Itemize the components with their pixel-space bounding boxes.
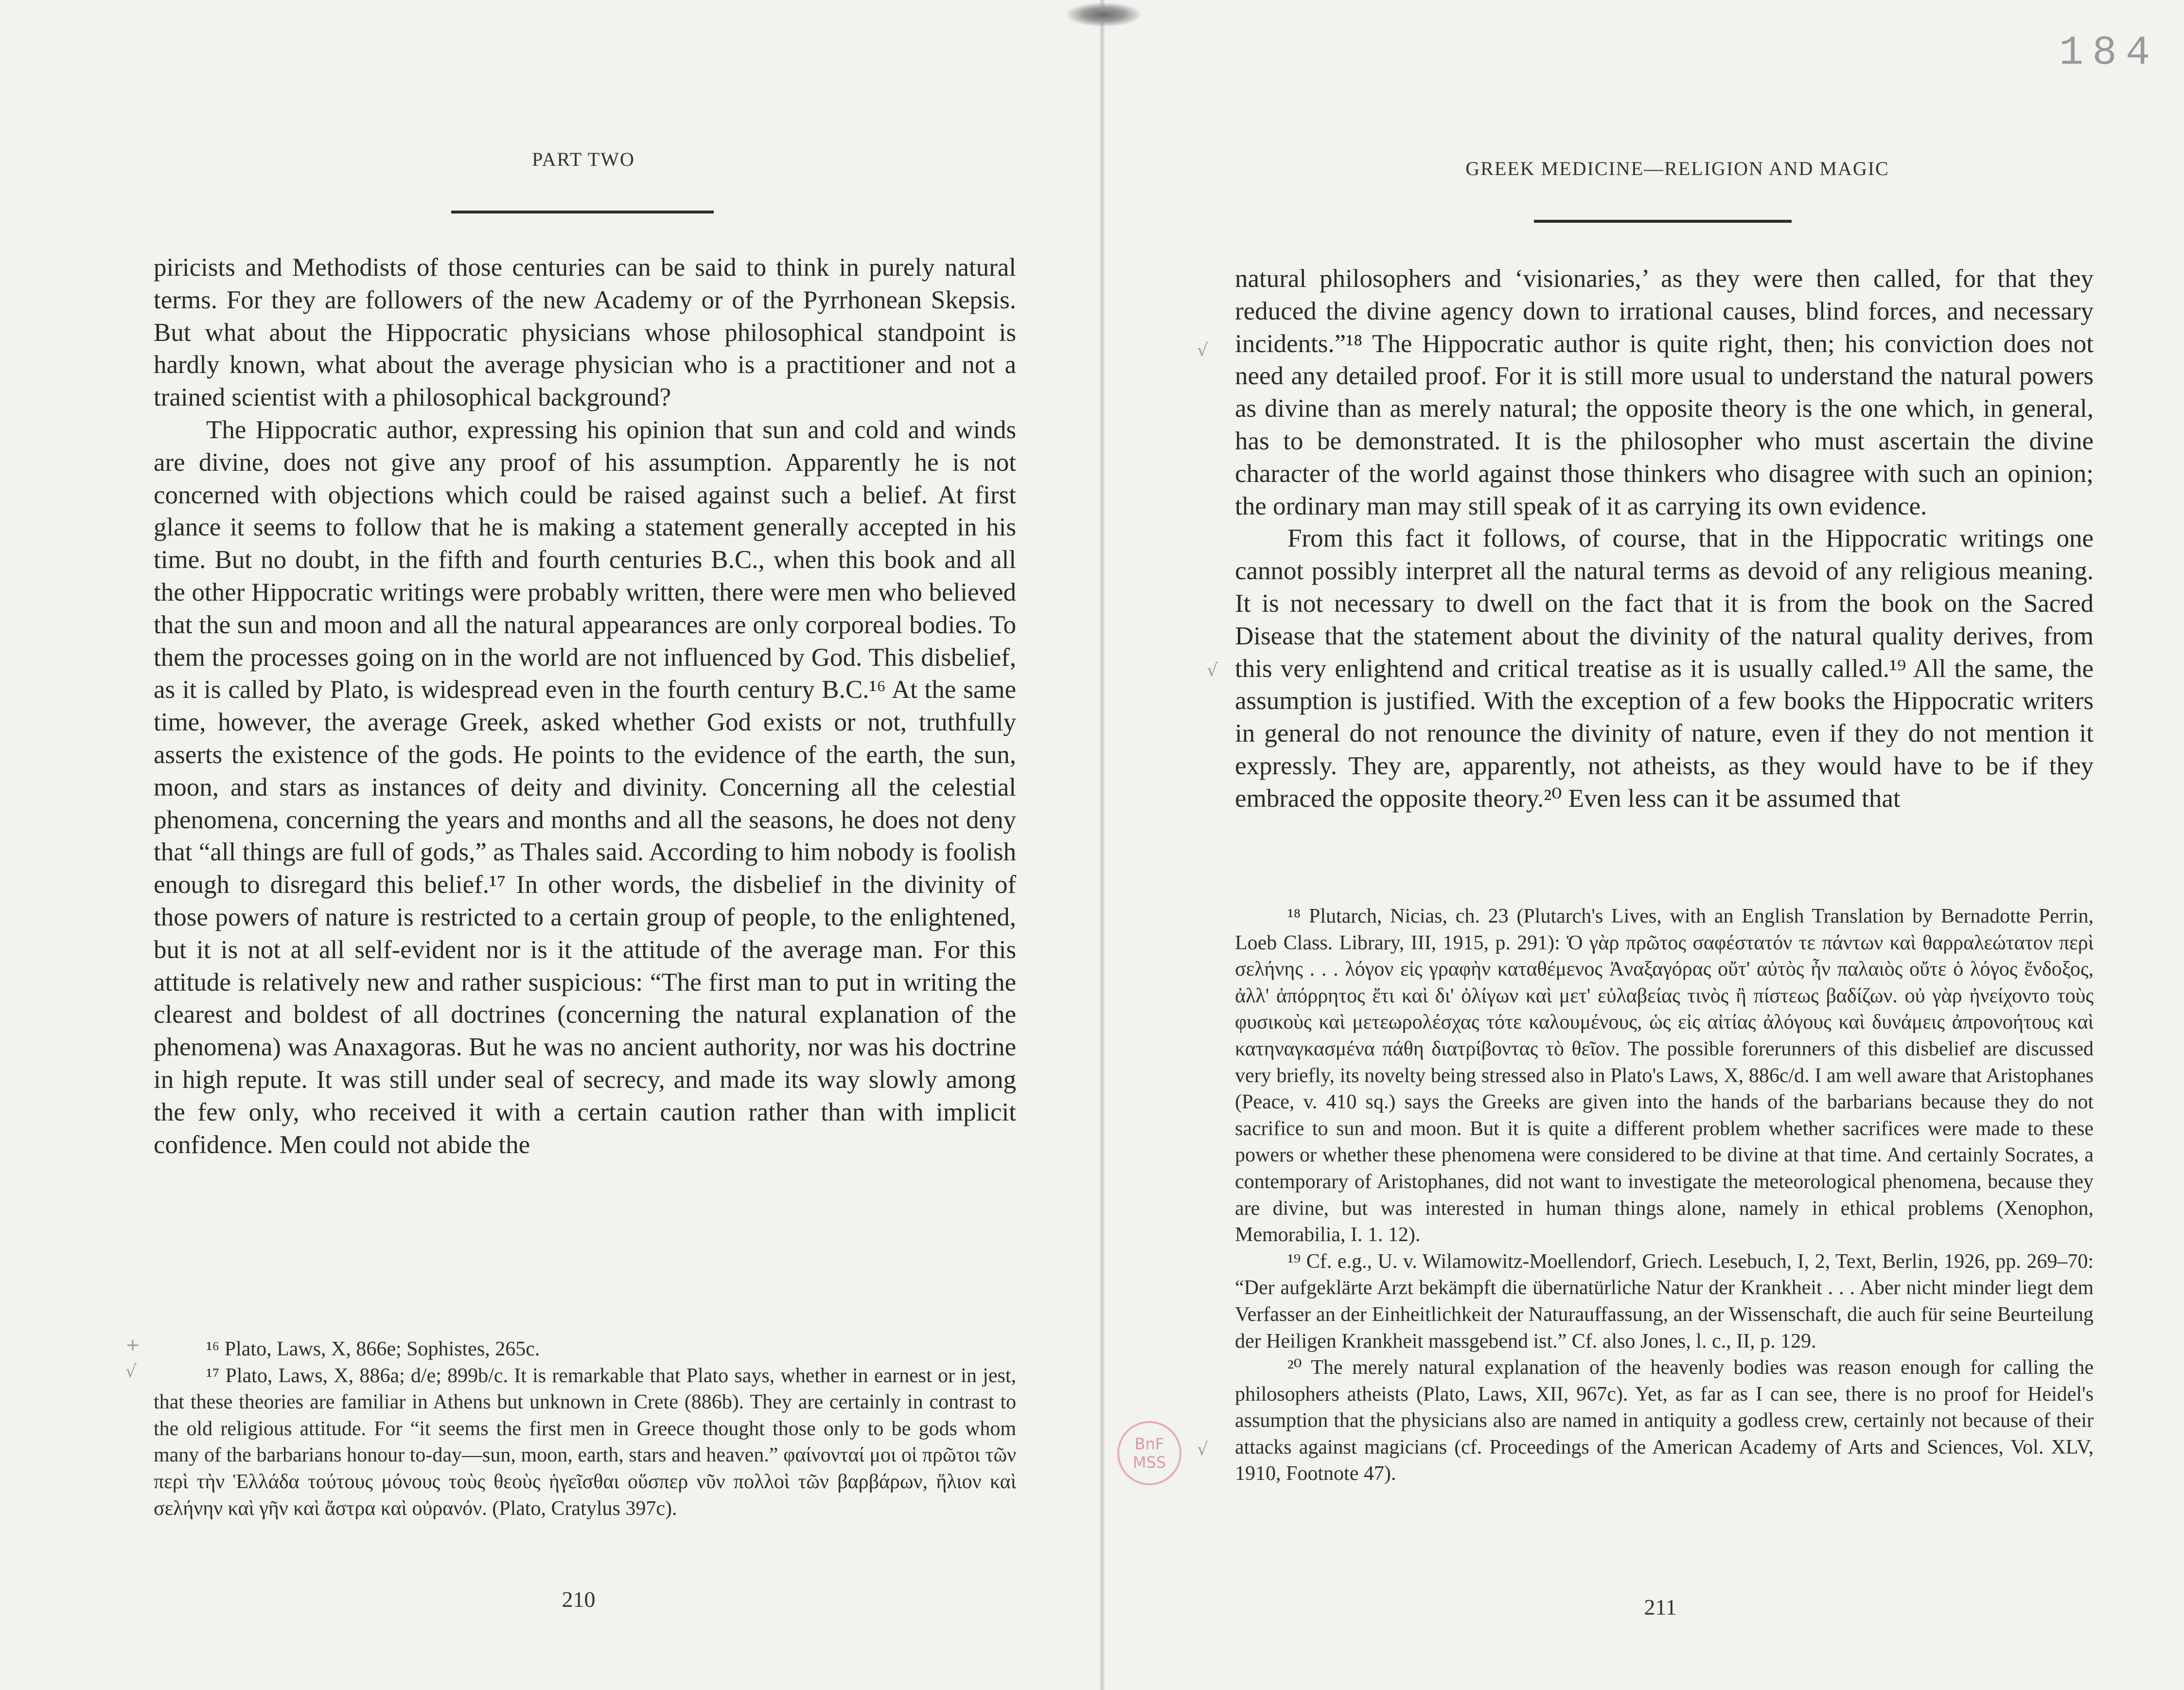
right-footnotes	[1235, 903, 2094, 1487]
margin-tick-mark: √	[1197, 340, 1208, 360]
footnote-19: ¹⁹ Cf. e.g., U. v. Wilamowitz-Moellendorf, Griech. Lesebuch, I, 2, Text, Berlin, 1926, pp. 269–70: “Der aufgeklärte Arzt bekämpft die übernatürliche Natur der Krankheit . . . Aber nicht minder liegt dem Verfasser an der Einheitlichkeit der Naturauffassung, an der Wissenschaft, die auch für seine Beurteilung der Heiligen Krankheit massgebend ist.” Cf. also Jones, l. c., II, p. 129.	[1235, 1250, 2094, 1352]
right-head-rule	[1534, 220, 1792, 223]
folio-stamp-number: 184	[2059, 30, 2159, 76]
footnote-20: ²⁰ The merely natural explanation of the heavenly bodies was reason enough for calling the philosophers atheists (Plato, Laws, XII, 967c). Yet, as far as I can see, there is no proof for Heidel's assumption that the physicians also are named in antiquity a godless crew, certainly not because of their attacks against magicians (cf. Proceedings of the American Academy of Arts and Sciences, Vol. XLV, 1910, Footnote 47).	[1235, 1356, 2094, 1485]
book-gutter	[1100, 0, 1105, 1690]
right-body-text	[1235, 263, 2094, 815]
right-paragraph-2: From this fact it follows, of course, that in the Hippocratic writings one cannot possibly interpret all the natural terms as devoid of any religious meaning. It is not necessary to dwell on the fact that it is from the book on the Sacred Disease that the statement about the divinity of the natural quality derives, from this very enlightend and critical treatise as it is usually called.¹⁹ All the same, the assumption is justified. With the exception of a few books the Hippocratic writers in general do not renounce the divinity of nature, even if they do not mention it expressly. They are, apparently, not atheists, as they would have to be if they embraced the opposite theory.²⁰ Even less can it be assumed that	[1235, 524, 2094, 813]
footnote-18: ¹⁸ Plutarch, Nicias, ch. 23 (Plutarch's Lives, with an English Translation by Bernadotte Perrin, Loeb Class. Library, III, 1915, p. 291): Ὁ γὰρ πρῶτος σαφέστατόν τε πάντων καὶ θαρραλεώτατον περὶ σελήνης . . . λόγον εἰς γραφὴν καταθέμενος Ἀναξαγόρας οὔτ' αὐτὸς ἦν παλαιὸς οὔτε ὁ λόγος ἔνδοξος, ἀλλ' ἀπόρρητος ἔτι καὶ δι' ὀλίγων καὶ μετ' εὐλαβείας τινὸς ἢ πίστεως βαδίζων. οὐ γὰρ ἠνείχοντο τοὺς φυσικοὺς καὶ μετεωρολέσχας τότε καλουμένους, ὡς εἰς αἰτίας ἀλόγους καὶ δυνάμεις ἀπρονοήτους καὶ κατηναγκασμένα πάθη διατρίβοντας τὸ θεῖον. The possible forerunners of this disbelief are discussed very briefly, its novelty being stressed also in Plato's Laws, X, 886c/d. I am well aware that Aristophanes (Peace, v. 410 sq.) says the Greeks are given into the hands of the barbarians because they do not sacrifice to sun and moon. But it is quite a different problem whether sacrifices were made to these powers or whether these phenomena were considered to be divine at that time. And certainly Socrates, a contemporary of Aristophanes, did not want to investigate the meteorological phenomena, because they are divine, but was interested in human things alone, namely in ethical problems (Xenophon, Memorabilia, I. 1. 12).	[1235, 905, 2094, 1246]
footnote-16: ¹⁶ Plato, Laws, X, 866e; Sophistes, 265c.	[206, 1338, 540, 1360]
right-page-number: 211	[1644, 1595, 1677, 1619]
library-stamp	[1117, 1421, 1181, 1485]
right-paragraph-1: natural philosophers and ‘visionaries,’ as they were then called, for that they reduced the divine agency down to irrational causes, blind forces, and necessary incidents.”¹⁸ The Hippocratic author is quite right, then; his conviction does not need any detailed proof. For it is still more usual to understand the natural powers as divine than as merely natural; the opposite theory is the one which, in general, has to be demonstrated. It is the philosopher who must ascertain the divine character of the world against those thinkers who disagree with such an opinion; the ordinary man may still speak of it as carrying its own evidence.	[1235, 265, 2094, 520]
margin-mark-plus: +	[125, 1335, 141, 1355]
margin-tick-mark: √	[1207, 660, 1218, 680]
left-footnotes	[154, 1336, 1016, 1522]
stamp-line-2: MSS	[1132, 1453, 1166, 1472]
left-page-number: 210	[562, 1587, 596, 1612]
footnote-17: ¹⁷ Plato, Laws, X, 886a; d/e; 899b/c. It is remarkable that Plato says, whether in earnest or in jest, that these theories are familiar in Athens but unknown in Crete (886b). They are certainly in contrast to the old religious attitude. For “it seems the first men in Greece thought those only to be gods whom many of the barbarians honour to-day—sun, moon, earth, stars and heaven.” φαίνονταί μοι οἱ πρῶτοι τῶν περὶ τὴν Ἑλλάδα τούτους μόνους τοὺς θεοὺς ἡγεῖσθαι οὕσπερ νῦν πολλοὶ τῶν βαρβάρων, ἥλιον καὶ σελήνην καὶ γῆν καὶ ἄστρα καὶ οὐρανόν. (Plato, Cratylus 397c).	[154, 1364, 1016, 1520]
left-paragraph-1: piricists and Methodists of those centuries can be said to think in purely natural terms. For they are followers of the new Academy or of the Pyrrhonean Skepsis. But what about the Hippocratic physicians whose philosophical standpoint is hardly known, what about the average physician who is a practitioner and not a trained scientist with a philosophical background?	[154, 253, 1016, 412]
binding-shadow	[1067, 3, 1140, 26]
left-running-head: PART TWO	[532, 148, 635, 170]
left-head-rule	[451, 211, 714, 213]
left-paragraph-2: The Hippocratic author, expressing his opinion that sun and cold and winds are divine, does not give any proof of his assumption. Apparently he is not concerned with objections which could be raised against such a belief. At first glance it seems to follow that he is making a statement generally accepted in his time. But no doubt, in the fifth and fourth centuries B.C., when this book and all the other Hippocratic writings were probably written, there were men who believed that the sun and moon and all the natural appearances are only corporeal bodies. To them the processes going on in the world are not influenced by God. This disbelief, as it is called by Plato, is widespread even in the fourth century B.C.¹⁶ At the same time, however, the average Greek, asked whether God exists or not, truthfully asserts the existence of the gods. He points to the evidence of the earth, the sun, moon, and stars as instances of deity and divinity. Concerning all the celestial phenomena, concerning the years and months and all the seasons, he does not deny that “all things are full of gods,” as Thales said. According to him nobody is foolish enough to disregard this belief.¹⁷ In other words, the disbelief in the divinity of those powers of nature is restricted to a certain group of people, to the enlightened, but it is not at all self-evident nor is it the attitude of the average man. For this attitude is relatively new and rather suspicious: “The first man to put in writing the clearest and boldest of all doctrines (concerning the natural explanation of the phenomena) was Anaxagoras. But he was no ancient authority, nor was his doctrine in high repute. It was still under seal of secrecy, and made its way slowly among the few only, who received it with a certain caution rather than with implicit confidence. Men could not abide the	[154, 415, 1016, 1159]
right-running-head: GREEK MEDICINE—RELIGION AND MAGIC	[1465, 158, 1889, 179]
margin-tick-mark: √	[1197, 1440, 1208, 1459]
margin-tick-mark: √	[125, 1362, 137, 1382]
left-body-text	[154, 251, 1016, 1161]
stamp-line-1: BnF	[1134, 1435, 1164, 1453]
